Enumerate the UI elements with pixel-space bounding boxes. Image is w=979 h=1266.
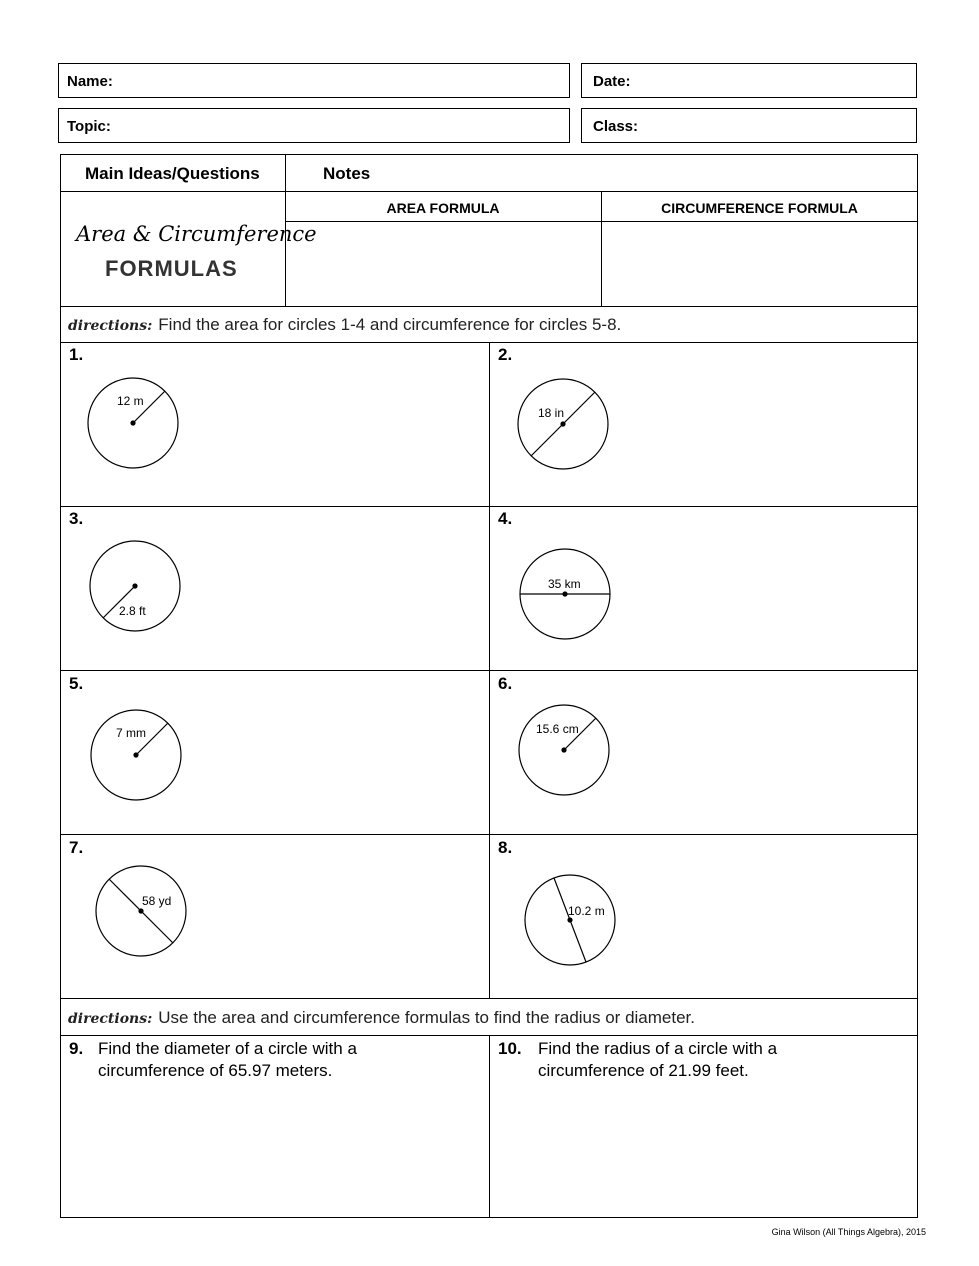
circle-5-label: 7 mm <box>116 726 146 740</box>
problem-8-number: 8. <box>498 838 513 857</box>
notes-header: Notes <box>323 164 371 183</box>
class-label: Class: <box>593 118 639 135</box>
table-divider <box>489 1035 490 1218</box>
problem-3-number: 3. <box>69 509 84 528</box>
directions-label: directions: <box>68 318 153 334</box>
word-problem-9 <box>69 1038 479 1082</box>
problem-5-number: 5. <box>69 674 84 693</box>
circle-6-label: 15.6 cm <box>536 722 579 736</box>
date-label: Date: <box>593 73 631 90</box>
topic-title-line2: FORMULAS <box>105 256 238 281</box>
word-problem-10 <box>498 1038 908 1082</box>
footer-credit: Gina Wilson (All Things Algebra), 2015 <box>771 1227 926 1237</box>
main-ideas-header: Main Ideas/Questions <box>85 164 260 183</box>
name-label: Name: <box>67 73 113 90</box>
problem-10-number: 10. <box>498 1039 522 1058</box>
name-field[interactable] <box>58 63 570 98</box>
problem-6-number: 6. <box>498 674 513 693</box>
directions-text: Use the area and circumference formulas to find the radius or diameter. <box>158 1008 695 1027</box>
table-divider <box>60 191 918 192</box>
topic-field[interactable] <box>58 108 570 143</box>
problem-10-text-line2: circumference of 21.99 feet. <box>538 1061 749 1080</box>
circumference-formula-answer[interactable] <box>602 222 917 305</box>
problem-4-number: 4. <box>498 509 513 528</box>
date-field[interactable] <box>581 63 917 98</box>
problem-2-number: 2. <box>498 345 513 364</box>
circle-3-label: 2.8 ft <box>119 604 146 618</box>
directions-text: Find the area for circles 1-4 and circumference for circles 5-8. <box>158 315 622 334</box>
problem-7-number: 7. <box>69 838 84 857</box>
problem-1-number: 1. <box>69 345 84 364</box>
circumference-formula-header: CIRCUMFERENCE FORMULA <box>661 200 858 216</box>
directions-1 <box>68 315 621 335</box>
problem-9-text-line2: circumference of 65.97 meters. <box>98 1061 333 1080</box>
table-divider <box>489 342 490 998</box>
circle-2-label: 18 in <box>538 406 565 420</box>
topic-title-line1: Area & Circumference <box>76 222 317 246</box>
directions-2 <box>68 1008 695 1028</box>
problem-9-number: 9. <box>69 1039 84 1058</box>
circle-1-label: 12 m <box>117 394 144 408</box>
circle-7-label: 58 yd <box>142 894 172 908</box>
area-formula-answer[interactable] <box>286 222 600 305</box>
table-divider <box>60 306 918 307</box>
circle-4-label: 35 km <box>548 577 581 591</box>
table-divider <box>60 998 918 999</box>
topic-label: Topic: <box>67 118 111 135</box>
problem-10-text-line1: Find the radius of a circle with a <box>538 1039 778 1058</box>
circle-8-label: 10.2 m <box>568 904 605 918</box>
area-formula-header: AREA FORMULA <box>386 200 500 216</box>
class-field[interactable] <box>581 108 917 143</box>
problem-9-text-line1: Find the diameter of a circle with a <box>98 1039 357 1058</box>
directions-label: directions: <box>68 1011 153 1027</box>
